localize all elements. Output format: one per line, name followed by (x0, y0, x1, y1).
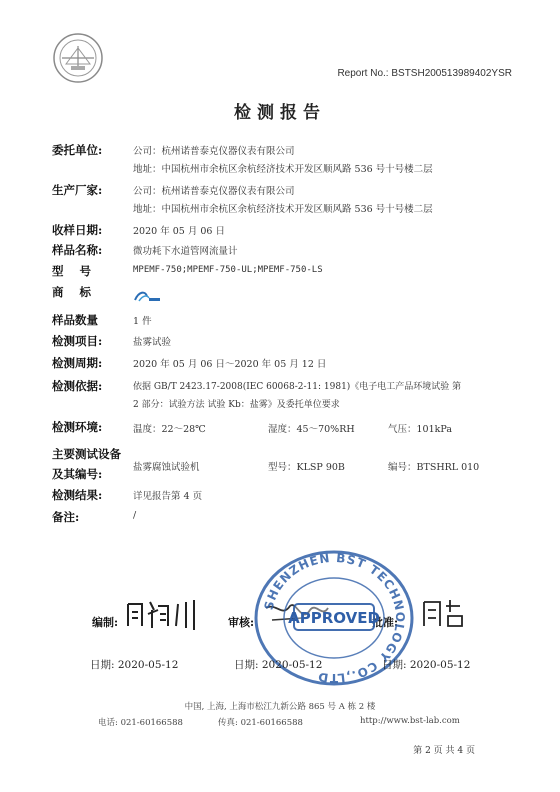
model-label: 型 号 (52, 264, 92, 278)
footer-phone: 电话: 021-60166588 (98, 718, 183, 728)
environment-pressure: 气压：101kPa (388, 424, 453, 435)
sample-name-value: 微功耗下水道管网流量计 (133, 246, 238, 257)
trademark-logo (133, 289, 161, 303)
received-date-value: 2020 年 05 月 06 日 (133, 226, 225, 237)
received-date-label: 收样日期: (52, 223, 103, 237)
environment-temperature: 温度：22～28℃ (133, 424, 206, 435)
quantity-label: 样品数量 (52, 313, 98, 327)
compiled-label: 编制: (92, 616, 119, 629)
manufacturer-address: 地址：中国杭州市余杭区余杭经济技术开发区顺风路 536 号十号楼二层 (133, 204, 433, 215)
test-period-value: 2020 年 05 月 06 日～2020 年 05 月 12 日 (133, 359, 327, 370)
equipment-number: 编号：BTSHRL 010 (388, 462, 480, 473)
model-value: MPEMF-750;MPEMF-750-UL;MPEMF-750-LS (133, 265, 323, 275)
trademark-label: 商 标 (52, 285, 92, 299)
report-number: Report No.: BSTSH200513989402YSR (337, 68, 512, 79)
test-basis-line1: 依据 GB/T 2423.17-2008(IEC 60068-2-11: 1981)《电子电工产品环境试验 第 (133, 382, 462, 392)
environment-label: 检测环境: (52, 420, 103, 434)
compiled-date: 日期: 2020-05-12 (90, 659, 179, 671)
page-number: 第 2 页 共 4 页 (413, 746, 475, 756)
client-label: 委托单位: (52, 143, 103, 157)
environment-humidity: 湿度：45～70%RH (268, 424, 355, 435)
test-basis-label: 检测依据: (52, 379, 103, 393)
compiler-signature (124, 596, 204, 632)
result-label: 检测结果: (52, 488, 103, 502)
page-title: 检测报告 (234, 103, 326, 123)
approved-date: 日期: 2020-05-12 (382, 659, 471, 671)
stamp-ring-text: SHENZHEN BST TECHNOLOGY CO.,LTD (261, 550, 408, 686)
footer-website: http://www.bst-lab.com (360, 716, 460, 726)
approved-label: 批准: (372, 616, 399, 629)
client-company: 公司：杭州诺普泰克仪器仪表有限公司 (133, 146, 295, 157)
remarks-label: 备注: (52, 510, 80, 524)
sample-name-label: 样品名称: (52, 243, 103, 257)
test-period-label: 检测周期: (52, 356, 103, 370)
footer-address: 中国, 上海, 上海市松江九新公路 865 号 A 栋 2 楼 (184, 702, 376, 712)
test-basis-line2: 2 部分：试验方法 试验 Kb：盐雾》及委托单位要求 (133, 400, 340, 410)
remarks-value: / (133, 510, 137, 521)
reviewed-label: 审核: (228, 616, 255, 629)
accreditation-logo (52, 32, 104, 84)
equipment-model: 型号：KLSP 90B (268, 462, 345, 473)
manufacturer-company: 公司：杭州诺普泰克仪器仪表有限公司 (133, 186, 295, 197)
reviewed-date: 日期: 2020-05-12 (234, 659, 323, 671)
client-address: 地址：中国杭州市余杭区余杭经济技术开发区顺风路 536 号十号楼二层 (133, 164, 433, 175)
equipment-label-2: 及其编号: (52, 467, 103, 481)
equipment-label-1: 主要测试设备 (52, 447, 121, 461)
manufacturer-label: 生产厂家: (52, 183, 103, 197)
footer-fax: 传真: 021-60166588 (218, 718, 303, 728)
equipment-name: 盐雾腐蚀试验机 (133, 462, 200, 473)
test-item-label: 检测项目: (52, 334, 103, 348)
stamp-center-text: APPROVED (288, 609, 380, 627)
result-value: 详见报告第 4 页 (133, 491, 203, 502)
quantity-value: 1 件 (133, 316, 152, 327)
approver-signature (420, 596, 470, 630)
test-item-value: 盐雾试验 (133, 337, 172, 348)
